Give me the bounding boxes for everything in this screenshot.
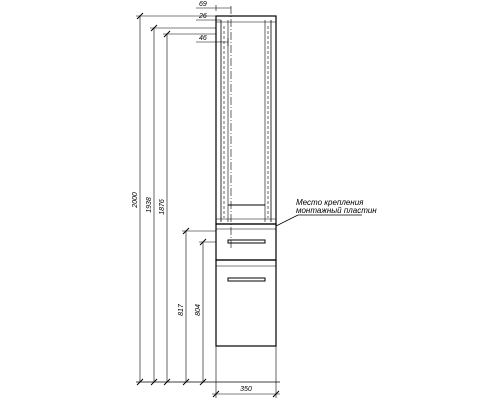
dim-1938: 1938 (146, 197, 153, 213)
drawer-handle-lower (228, 278, 265, 281)
dim-offset-69: 69 (199, 1, 207, 8)
dim-817: 817 (178, 304, 185, 316)
cabinet-lower-outline (216, 260, 276, 346)
dim-offset-46: 46 (199, 35, 207, 42)
dim-804: 804 (195, 304, 202, 316)
height-dimensions (136, 16, 280, 382)
drawer-handle-upper (228, 240, 265, 243)
dim-2000: 2000 (132, 192, 139, 208)
dim-350: 350 (240, 386, 252, 393)
note-leader (276, 215, 362, 226)
note-line-2: монтажный пластин (296, 206, 377, 215)
dim-1876: 1876 (159, 199, 166, 215)
note-line-1: Место крепления (296, 198, 364, 207)
cabinet-upper-outline (216, 16, 276, 224)
cabinet (216, 16, 276, 346)
dim-offset-26: 26 (199, 13, 207, 20)
